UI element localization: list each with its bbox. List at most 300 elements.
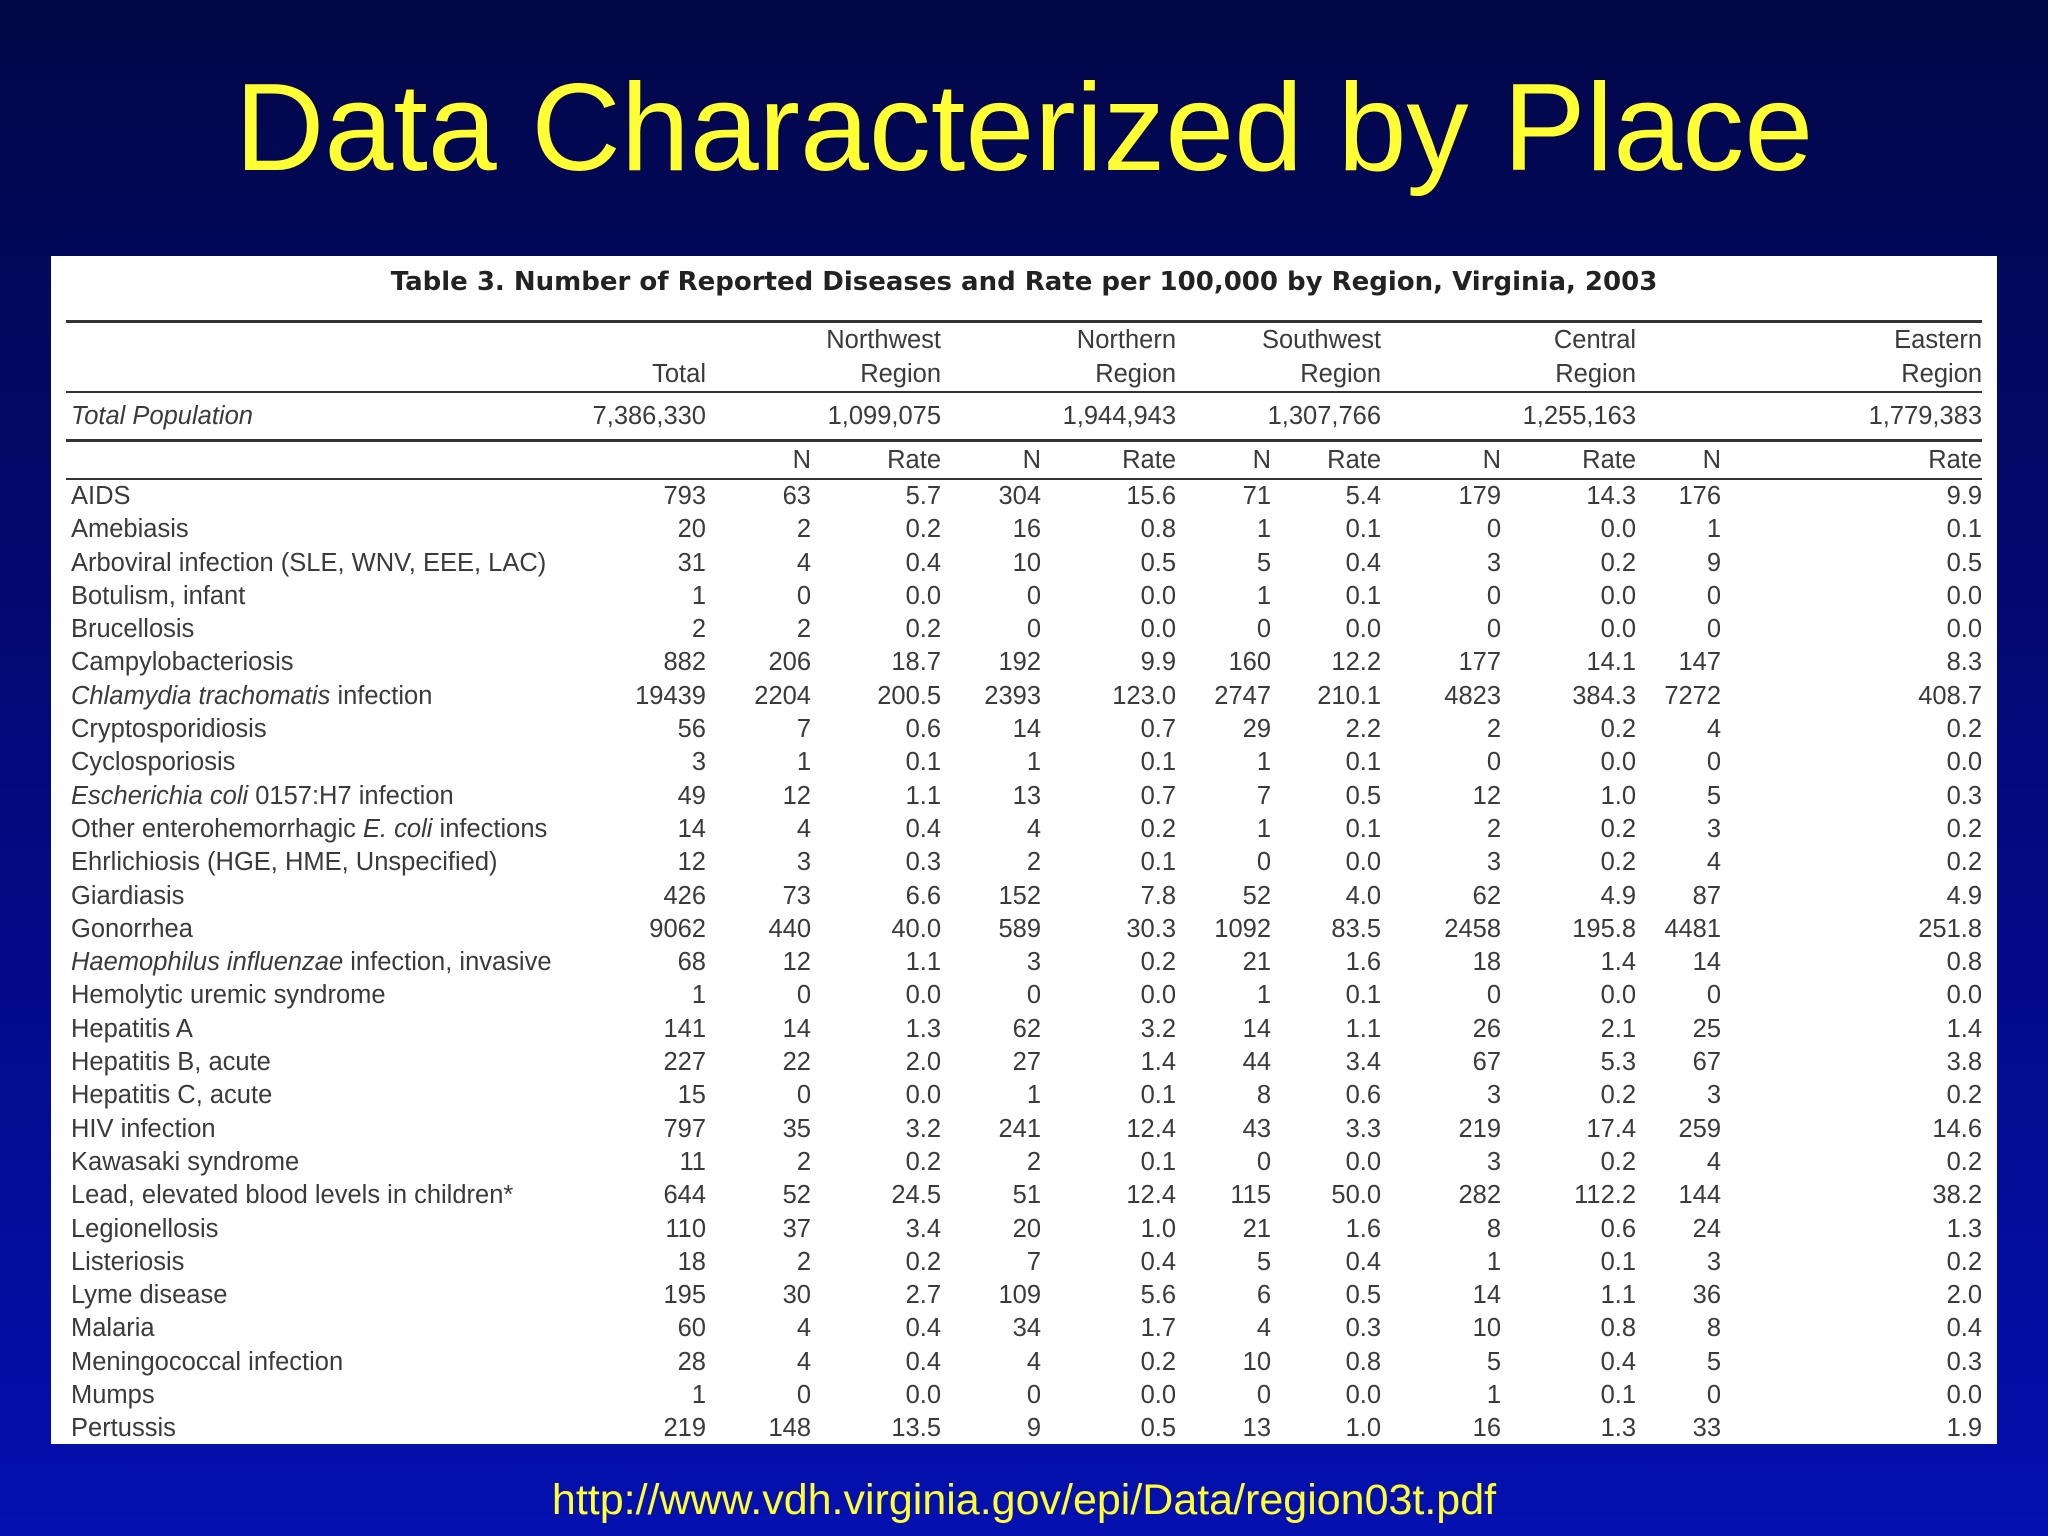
n-cell: 1: [1026, 748, 1042, 777]
rate-cell: 0.0: [1946, 748, 1983, 777]
n-cell: 1: [1256, 581, 1272, 610]
table-row: [66, 1113, 1982, 1146]
rate-cell: 5.4: [1345, 482, 1382, 510]
rate-cell: 0.2: [1946, 715, 1983, 744]
rate-cell: 384.3: [1572, 681, 1637, 710]
rate-cell: 7.8: [1140, 881, 1177, 910]
rate-cell: 0.4: [1946, 1314, 1983, 1343]
rate-cell: 0.6: [1345, 1081, 1382, 1110]
rate-cell: 0.0: [1946, 1381, 1983, 1410]
total-cell: 19439: [635, 681, 706, 710]
n-cell: 4: [796, 548, 811, 577]
n-cell: 0: [1706, 615, 1722, 644]
n-cell: 2: [1486, 715, 1502, 744]
rate-cell: 4.9: [1600, 881, 1637, 910]
region-header-central: Central Region: [1553, 326, 1637, 388]
total-cell: 14: [677, 814, 706, 843]
n-cell: 1: [1706, 515, 1722, 544]
rate-cell: 14.1: [1586, 648, 1637, 677]
rate-cell: 0.0: [1600, 748, 1637, 777]
n-cell: 3: [1486, 1081, 1502, 1110]
n-cell: 16: [1472, 1414, 1502, 1443]
n-cell: 1: [1256, 515, 1272, 544]
n-cell: 0: [1026, 981, 1042, 1010]
disease-name: Ehrlichiosis (HGE, HME, Unspecified): [71, 848, 498, 877]
table-row: [66, 813, 1982, 846]
n-cell: 3: [1706, 814, 1722, 843]
n-cell: 52: [1242, 881, 1272, 910]
rate-cell: 0.0: [1600, 615, 1637, 644]
rate-cell: 0.1: [1600, 1381, 1637, 1410]
slide-title: Data Characterized by Place: [234, 59, 1814, 197]
disease-name: Lyme disease: [71, 1281, 228, 1310]
n-header: N: [1022, 446, 1042, 474]
rate-cell: 1.1: [1600, 1281, 1637, 1310]
n-cell: 206: [768, 648, 811, 677]
region-header-row: [66, 322, 1982, 393]
rate-cell: 0.8: [1946, 948, 1983, 977]
rate-cell: 0.1: [1946, 515, 1983, 544]
total-cell: 426: [663, 881, 706, 910]
rate-header: Rate: [1582, 446, 1637, 474]
n-cell: 0: [1026, 581, 1042, 610]
n-cell: 5: [1256, 548, 1272, 577]
n-cell: 14: [782, 1014, 811, 1043]
population-eastern: 1,779,383: [1868, 402, 1983, 430]
n-cell: 4: [796, 1347, 811, 1376]
rate-cell: 83.5: [1331, 914, 1382, 943]
region-header-eastern: Eastern Region: [1894, 326, 1983, 388]
rate-cell: 123.0: [1112, 681, 1177, 710]
rate-cell: 0.2: [905, 515, 942, 544]
table-row: [66, 547, 1982, 580]
rate-cell: 1.0: [1600, 781, 1637, 810]
disease-name: Kawasaki syndrome: [71, 1147, 300, 1176]
disease-name: Other enterohemorrhagic E. coli infections: [71, 814, 548, 843]
n-cell: 44: [1242, 1048, 1272, 1077]
rate-cell: 195.8: [1572, 914, 1637, 943]
n-cell: 0: [1026, 1381, 1042, 1410]
n-cell: 1: [1486, 1381, 1502, 1410]
n-cell: 0: [796, 981, 811, 1010]
table-row: [66, 946, 1982, 979]
total-cell: 227: [663, 1048, 706, 1077]
rate-cell: 251.8: [1918, 914, 1983, 943]
rate-cell: 0.4: [905, 814, 942, 843]
rate-cell: 210.1: [1317, 681, 1382, 710]
rate-cell: 0.8: [1140, 515, 1177, 544]
n-cell: 3: [1706, 1247, 1722, 1276]
rate-cell: 0.2: [1946, 814, 1983, 843]
rate-cell: 0.1: [905, 748, 942, 777]
total-cell: 1: [691, 581, 706, 610]
total-cell: 15: [677, 1081, 706, 1110]
n-cell: 0: [1256, 848, 1272, 877]
n-cell: 0: [1026, 615, 1042, 644]
n-cell: 152: [998, 881, 1042, 910]
rate-cell: 0.1: [1345, 515, 1382, 544]
n-cell: 109: [998, 1281, 1042, 1310]
total-cell: 68: [677, 948, 706, 977]
rate-cell: 1.4: [1946, 1014, 1983, 1043]
total-cell: 9062: [649, 914, 706, 943]
n-cell: 2393: [984, 681, 1042, 710]
rate-cell: 0.0: [1600, 515, 1637, 544]
total-cell: 797: [663, 1114, 706, 1143]
rate-cell: 0.5: [1345, 1281, 1382, 1310]
total-cell: 11: [679, 1147, 706, 1176]
rate-cell: 0.1: [1600, 1247, 1637, 1276]
population-central: 1,255,163: [1522, 402, 1637, 430]
n-cell: 1: [1256, 981, 1272, 1010]
rate-cell: 2.7: [905, 1281, 942, 1310]
n-cell: 4: [796, 814, 811, 843]
n-cell: 2: [796, 1147, 811, 1176]
table-row: [66, 880, 1982, 913]
n-cell: 12: [782, 948, 811, 977]
rate-cell: 2.0: [1946, 1281, 1983, 1310]
rate-cell: 112.2: [1574, 1181, 1637, 1210]
disease-name: Amebiasis: [71, 515, 189, 544]
rate-cell: 3.4: [905, 1214, 942, 1243]
rate-cell: 1.4: [1600, 948, 1637, 977]
rate-cell: 0.0: [1345, 1381, 1382, 1410]
n-cell: 10: [1012, 548, 1042, 577]
n-cell: 0: [1486, 981, 1502, 1010]
rate-cell: 0.4: [905, 548, 942, 577]
rate-cell: 3.4: [1345, 1048, 1382, 1077]
n-cell: 0: [796, 1081, 811, 1110]
n-cell: 12: [782, 781, 811, 810]
total-cell: 219: [663, 1414, 706, 1443]
disease-name: Hepatitis C, acute: [71, 1081, 273, 1110]
table-row: [66, 1346, 1982, 1379]
table-row: [66, 846, 1982, 879]
n-cell: 5: [1486, 1347, 1502, 1376]
rate-cell: 0.3: [1946, 781, 1983, 810]
n-cell: 51: [1012, 1181, 1042, 1210]
rate-cell: 0.3: [905, 848, 942, 877]
rate-cell: 3.2: [1140, 1014, 1177, 1043]
rate-cell: 1.3: [905, 1014, 942, 1043]
n-cell: 33: [1692, 1414, 1722, 1443]
n-cell: 3: [1706, 1081, 1722, 1110]
n-cell: 21: [1242, 948, 1272, 977]
total-cell: 31: [677, 548, 706, 577]
total-cell: 1: [691, 981, 706, 1010]
n-cell: 1: [1486, 1247, 1502, 1276]
rate-header: Rate: [1928, 446, 1983, 474]
rate-cell: 0.4: [1345, 1247, 1382, 1276]
rate-cell: 0.0: [905, 581, 942, 610]
n-cell: 12: [1472, 781, 1502, 810]
disease-name: Chlamydia trachomatis infection: [71, 681, 433, 710]
disease-name: Malaria: [71, 1314, 155, 1343]
rate-cell: 0.4: [1600, 1347, 1637, 1376]
rate-cell: 0.1: [1140, 848, 1177, 877]
rate-cell: 3.3: [1345, 1114, 1382, 1143]
column-subheader-row: [66, 441, 1982, 480]
rate-cell: 0.1: [1140, 748, 1177, 777]
n-cell: 2: [796, 1247, 811, 1276]
n-cell: 2458: [1444, 914, 1502, 943]
n-cell: 176: [1678, 482, 1722, 510]
n-cell: 8: [1706, 1314, 1722, 1343]
rate-cell: 0.5: [1345, 781, 1382, 810]
rate-cell: 1.6: [1345, 948, 1382, 977]
population-row: [66, 392, 1982, 441]
disease-name: Lead, elevated blood levels in children*: [71, 1181, 514, 1210]
n-cell: 4: [1026, 814, 1042, 843]
rate-cell: 0.0: [1140, 981, 1177, 1010]
total-cell: 49: [677, 781, 706, 810]
n-cell: 5: [1706, 781, 1722, 810]
rate-cell: 0.2: [905, 1147, 942, 1176]
rate-cell: 4.0: [1345, 881, 1382, 910]
n-cell: 13: [1242, 1414, 1272, 1443]
n-cell: 5: [1256, 1247, 1272, 1276]
n-cell: 62: [1472, 881, 1502, 910]
n-cell: 7: [796, 715, 811, 744]
disease-name: Brucellosis: [71, 615, 195, 644]
rate-cell: 0.0: [1140, 615, 1177, 644]
n-cell: 4481: [1664, 914, 1722, 943]
region-header-northwest: Northwest Region: [826, 326, 942, 388]
rate-cell: 2.2: [1345, 715, 1382, 744]
n-cell: 43: [1242, 1114, 1272, 1143]
n-cell: 0: [1706, 981, 1722, 1010]
rate-cell: 0.2: [1946, 1081, 1983, 1110]
n-cell: 10: [1242, 1347, 1272, 1376]
rate-cell: 0.4: [1140, 1247, 1177, 1276]
rate-cell: 13.5: [891, 1414, 942, 1443]
n-cell: 87: [1692, 881, 1722, 910]
population-southwest: 1,307,766: [1267, 402, 1382, 430]
source-url-link[interactable]: http://www.vdh.virginia.gov/epi/Data/region03t.pdf: [551, 1476, 1497, 1524]
rate-cell: 12.4: [1126, 1114, 1177, 1143]
total-cell: 18: [677, 1247, 706, 1276]
table-row: [66, 746, 1982, 779]
table-row: [66, 913, 1982, 946]
table-row: [66, 613, 1982, 646]
n-cell: 148: [768, 1414, 811, 1443]
n-cell: 10: [1472, 1314, 1502, 1343]
rate-cell: 0.0: [1946, 581, 1983, 610]
table-row: [66, 1146, 1982, 1179]
n-cell: 0: [1486, 581, 1502, 610]
total-cell: 12: [677, 848, 706, 877]
disease-name: Cyclosporiosis: [71, 748, 236, 777]
region-header-southwest: Southwest Region: [1261, 326, 1382, 388]
rate-cell: 0.0: [905, 1081, 942, 1110]
rate-cell: 0.2: [1140, 814, 1177, 843]
rate-cell: 0.0: [905, 981, 942, 1010]
n-cell: 2204: [754, 681, 811, 710]
n-cell: 0: [796, 581, 811, 610]
n-cell: 9: [1026, 1414, 1042, 1443]
n-cell: 177: [1458, 648, 1502, 677]
n-cell: 13: [1012, 781, 1042, 810]
rate-cell: 50.0: [1331, 1181, 1382, 1210]
rate-cell: 408.7: [1918, 681, 1983, 710]
rate-cell: 0.1: [1345, 748, 1382, 777]
n-cell: 16: [1012, 515, 1042, 544]
n-header: N: [792, 446, 811, 474]
rate-cell: 0.6: [1600, 1214, 1637, 1243]
n-cell: 1: [796, 748, 811, 777]
n-cell: 0: [1706, 748, 1722, 777]
n-cell: 2: [796, 515, 811, 544]
n-cell: 2: [1026, 1147, 1042, 1176]
rate-cell: 1.1: [905, 948, 942, 977]
table-row: [66, 680, 1982, 713]
n-cell: 22: [782, 1048, 811, 1077]
rate-cell: 0.0: [1140, 581, 1177, 610]
rate-cell: 0.4: [905, 1314, 942, 1343]
total-cell: 3: [691, 748, 706, 777]
rate-cell: 0.1: [1345, 814, 1382, 843]
n-cell: 3: [1486, 548, 1502, 577]
table-row: [66, 1046, 1982, 1079]
n-cell: 219: [1458, 1114, 1502, 1143]
rate-cell: 1.4: [1140, 1048, 1177, 1077]
n-cell: 147: [1678, 648, 1722, 677]
rate-cell: 1.1: [1345, 1014, 1382, 1043]
n-cell: 67: [1472, 1048, 1502, 1077]
rate-cell: 0.2: [1140, 1347, 1177, 1376]
n-cell: 9: [1706, 548, 1722, 577]
rate-cell: 200.5: [877, 681, 942, 710]
rate-cell: 3.8: [1946, 1048, 1983, 1077]
total-cell: 1: [691, 1381, 706, 1410]
rate-cell: 9.9: [1946, 482, 1983, 510]
n-cell: 440: [768, 914, 811, 943]
n-cell: 2: [1026, 848, 1042, 877]
rate-cell: 5.3: [1600, 1048, 1637, 1077]
rate-cell: 0.2: [1600, 814, 1637, 843]
rate-cell: 0.0: [1140, 1381, 1177, 1410]
disease-table-panel: [51, 256, 1997, 1444]
n-cell: 144: [1678, 1181, 1722, 1210]
n-cell: 0: [1256, 1381, 1272, 1410]
n-cell: 26: [1472, 1014, 1502, 1043]
n-cell: 259: [1678, 1114, 1722, 1143]
rate-cell: 18.7: [891, 648, 942, 677]
rate-cell: 12.2: [1331, 648, 1382, 677]
rate-header: Rate: [1327, 446, 1382, 474]
n-cell: 67: [1692, 1048, 1722, 1077]
rate-cell: 0.0: [1600, 981, 1637, 1010]
rate-cell: 1.3: [1946, 1214, 1983, 1243]
rate-cell: 0.4: [905, 1347, 942, 1376]
rate-cell: 0.7: [1140, 781, 1177, 810]
total-cell: 644: [663, 1181, 706, 1210]
rate-cell: 15.6: [1126, 482, 1177, 510]
rate-cell: 0.5: [1140, 548, 1177, 577]
n-header: N: [1482, 446, 1502, 474]
rate-cell: 0.2: [1600, 848, 1637, 877]
total-cell: 20: [677, 515, 706, 544]
n-cell: 0: [1256, 1147, 1272, 1176]
n-cell: 35: [782, 1114, 811, 1143]
n-cell: 192: [998, 648, 1042, 677]
rate-cell: 1.6: [1345, 1214, 1382, 1243]
table-row: [66, 580, 1982, 613]
n-cell: 241: [998, 1114, 1042, 1143]
rate-cell: 0.0: [1345, 615, 1382, 644]
n-cell: 7272: [1664, 681, 1722, 710]
table-row: [66, 1412, 1982, 1444]
rate-cell: 0.4: [1345, 548, 1382, 577]
rate-cell: 0.2: [1600, 548, 1637, 577]
n-cell: 1092: [1214, 914, 1272, 943]
rate-cell: 17.4: [1586, 1114, 1637, 1143]
table-row: [66, 979, 1982, 1012]
disease-name: HIV infection: [71, 1114, 216, 1143]
disease-name: Haemophilus influenzae infection, invasive: [71, 948, 552, 977]
table-row: [66, 479, 1982, 513]
n-cell: 4: [1256, 1314, 1272, 1343]
rate-cell: 1.0: [1140, 1214, 1177, 1243]
rate-cell: 0.0: [1345, 848, 1382, 877]
n-cell: 30: [782, 1281, 811, 1310]
n-cell: 304: [998, 482, 1042, 510]
disease-name: Hepatitis B, acute: [71, 1048, 271, 1077]
rate-cell: 3.2: [905, 1114, 942, 1143]
rate-header: Rate: [1122, 446, 1177, 474]
n-cell: 115: [1230, 1181, 1272, 1210]
n-cell: 18: [1472, 948, 1502, 977]
n-cell: 0: [1706, 581, 1722, 610]
rate-cell: 0.1: [1345, 981, 1382, 1010]
total-cell: 110: [665, 1214, 706, 1243]
table-caption: Table 3. Number of Reported Diseases and Rate per 100,000 by Region, Virginia, 2003: [390, 267, 1658, 297]
rate-cell: 1.1: [905, 781, 942, 810]
total-cell: 2: [691, 615, 706, 644]
population-northern: 1,944,943: [1062, 402, 1177, 430]
n-cell: 14: [1012, 715, 1042, 744]
n-cell: 14: [1692, 948, 1722, 977]
table-row: [66, 513, 1982, 546]
n-cell: 21: [1242, 1214, 1272, 1243]
n-header: N: [1702, 446, 1722, 474]
disease-name: Botulism, infant: [71, 581, 246, 610]
rate-cell: 2.1: [1600, 1014, 1637, 1043]
table-row: [66, 1279, 1982, 1312]
table-row: [66, 646, 1982, 679]
disease-name: Hepatitis A: [71, 1014, 193, 1043]
rate-cell: 0.2: [1946, 848, 1983, 877]
disease-name: Escherichia coli 0157:H7 infection: [71, 781, 454, 810]
n-cell: 1: [1256, 814, 1272, 843]
rate-cell: 0.2: [1946, 1247, 1983, 1276]
n-cell: 20: [1012, 1214, 1042, 1243]
n-cell: 62: [1012, 1014, 1042, 1043]
rate-cell: 0.2: [1600, 715, 1637, 744]
disease-name: Campylobacteriosis: [71, 648, 294, 677]
rate-cell: 14.3: [1586, 482, 1637, 510]
n-cell: 0: [1706, 1381, 1722, 1410]
rate-cell: 1.3: [1600, 1414, 1637, 1443]
n-cell: 0: [1486, 515, 1502, 544]
rate-cell: 9.9: [1140, 648, 1177, 677]
table-row: [66, 713, 1982, 746]
rate-cell: 30.3: [1126, 914, 1177, 943]
n-cell: 282: [1458, 1181, 1502, 1210]
disease-name: AIDS: [71, 482, 131, 510]
n-cell: 179: [1458, 482, 1502, 510]
disease-name: Meningococcal infection: [71, 1347, 344, 1376]
